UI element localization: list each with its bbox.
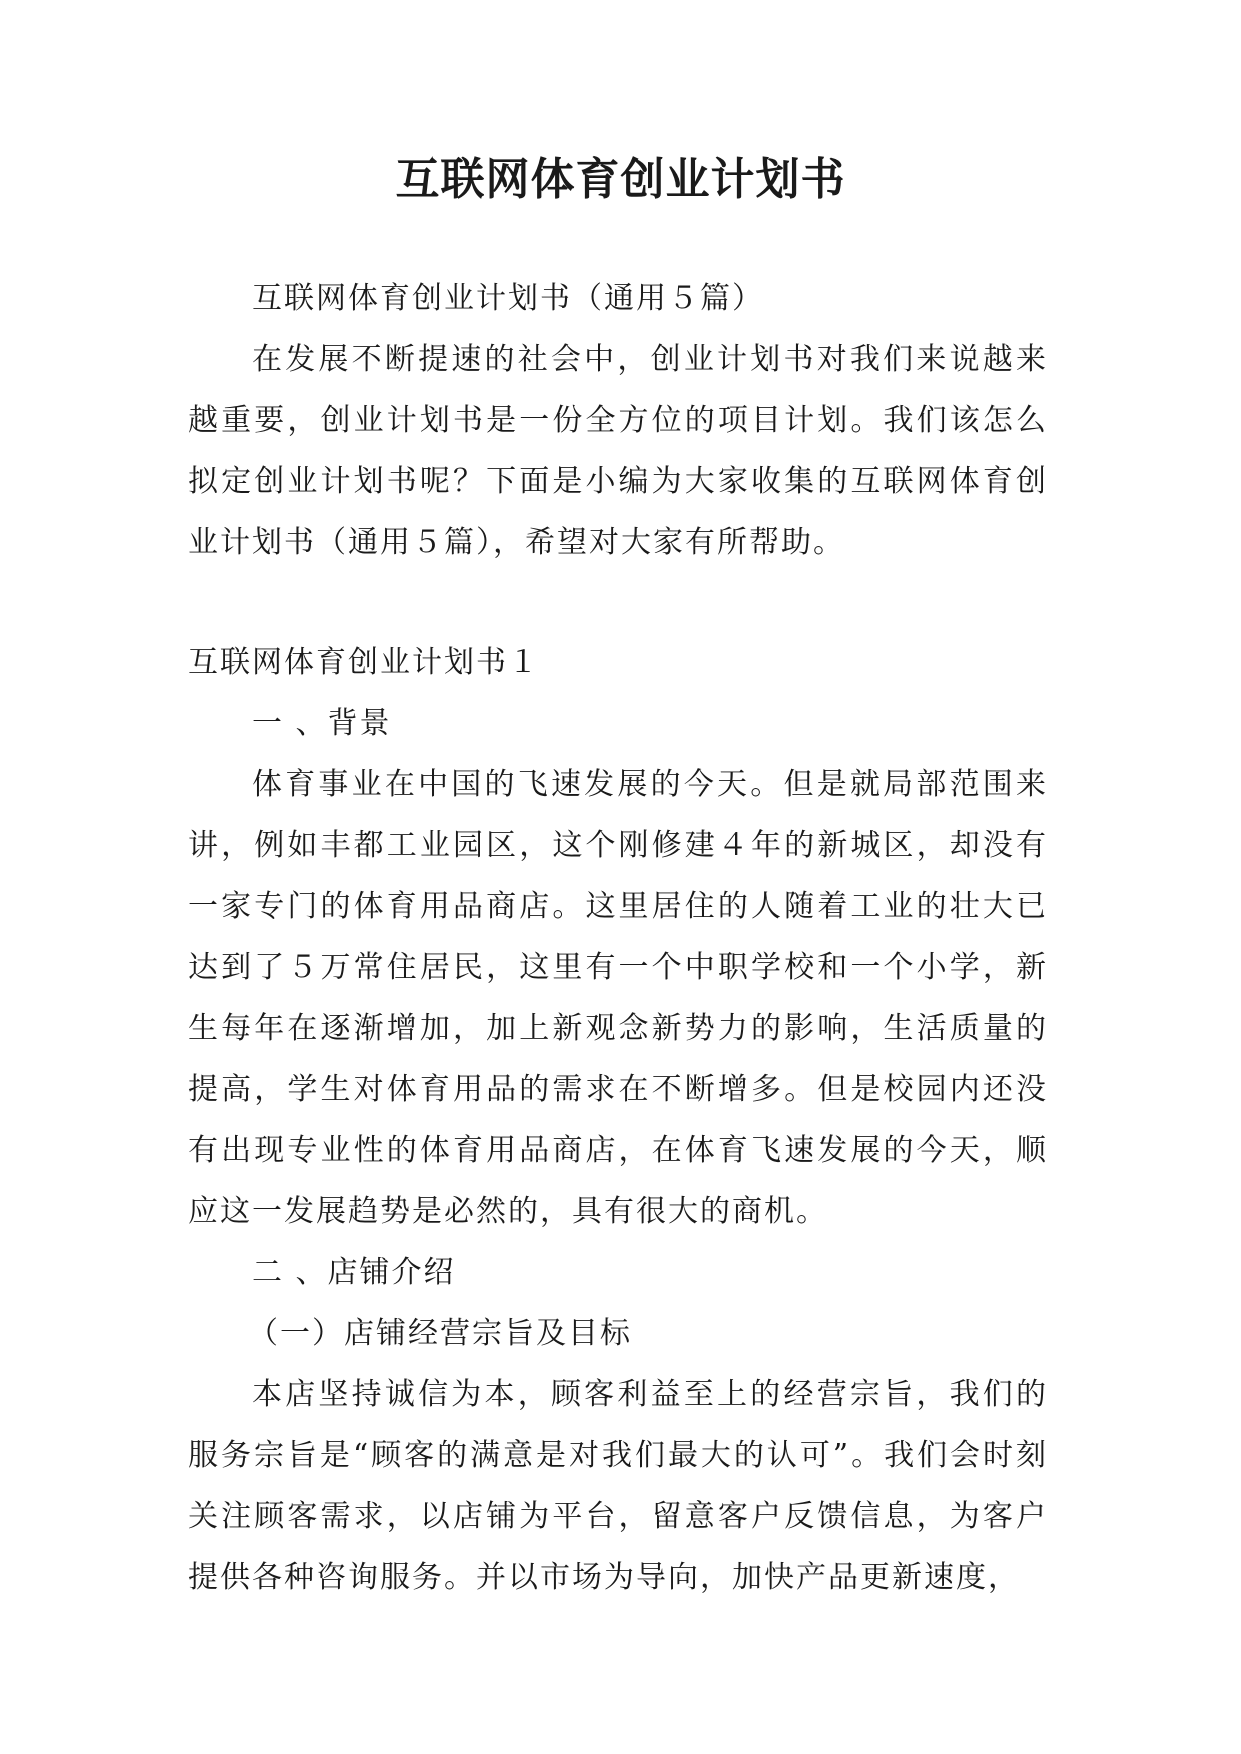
intro-paragraph: 在发展不断提速的社会中，创业计划书对我们来说越来越重要，创业计划书是一份全方位的项目计划。我们该怎么拟定创业计划书呢？下面是小编为大家收集的互联网体育创业计划书（通用５篇），希望对大家有所帮助。 — [188, 342, 1048, 560]
store-purpose-paragraph: 本店坚持诚信为本，顾客利益至上的经营宗旨，我们的服务宗旨是“顾客的满意是对我们最大的认可”。我们会时刻关注顾客需求，以店铺为平台，留意客户反馈信息，为客户提供各种咨询服务。并以市场为导向，加快产品更新速度， — [188, 1377, 1048, 1595]
section-heading: 互联网体育创业计划书１ — [188, 645, 540, 680]
document-subtitle: 互联网体育创业计划书（通用５篇） — [252, 281, 764, 316]
paragraph-gap — [188, 573, 1048, 632]
heading-store-intro: 二 、店铺介绍 — [252, 1255, 456, 1290]
document-body — [188, 268, 1048, 1608]
document-title: 互联网体育创业计划书 — [395, 154, 846, 205]
subheading-store-purpose: （一）店铺经营宗旨及目标 — [248, 1316, 632, 1351]
heading-background: 一 、背景 — [252, 706, 392, 741]
background-paragraph: 体育事业在中国的飞速发展的今天。但是就局部范围来讲，例如丰都工业园区，这个刚修建４年的新城区，却没有一家专门的体育用品商店。这里居住的人随着工业的壮大已达到了５万常住居民，这里有一个中职学校和一个小学，新生每年在逐渐增加，加上新观念新势力的影响，生活质量的提高，学生对体育用品的需求在不断增多。但是校园内还没有出现专业性的体育用品商店，在体育飞速发展的今天，顺应这一发展趋势是必然的，具有很大的商机。 — [188, 767, 1048, 1229]
